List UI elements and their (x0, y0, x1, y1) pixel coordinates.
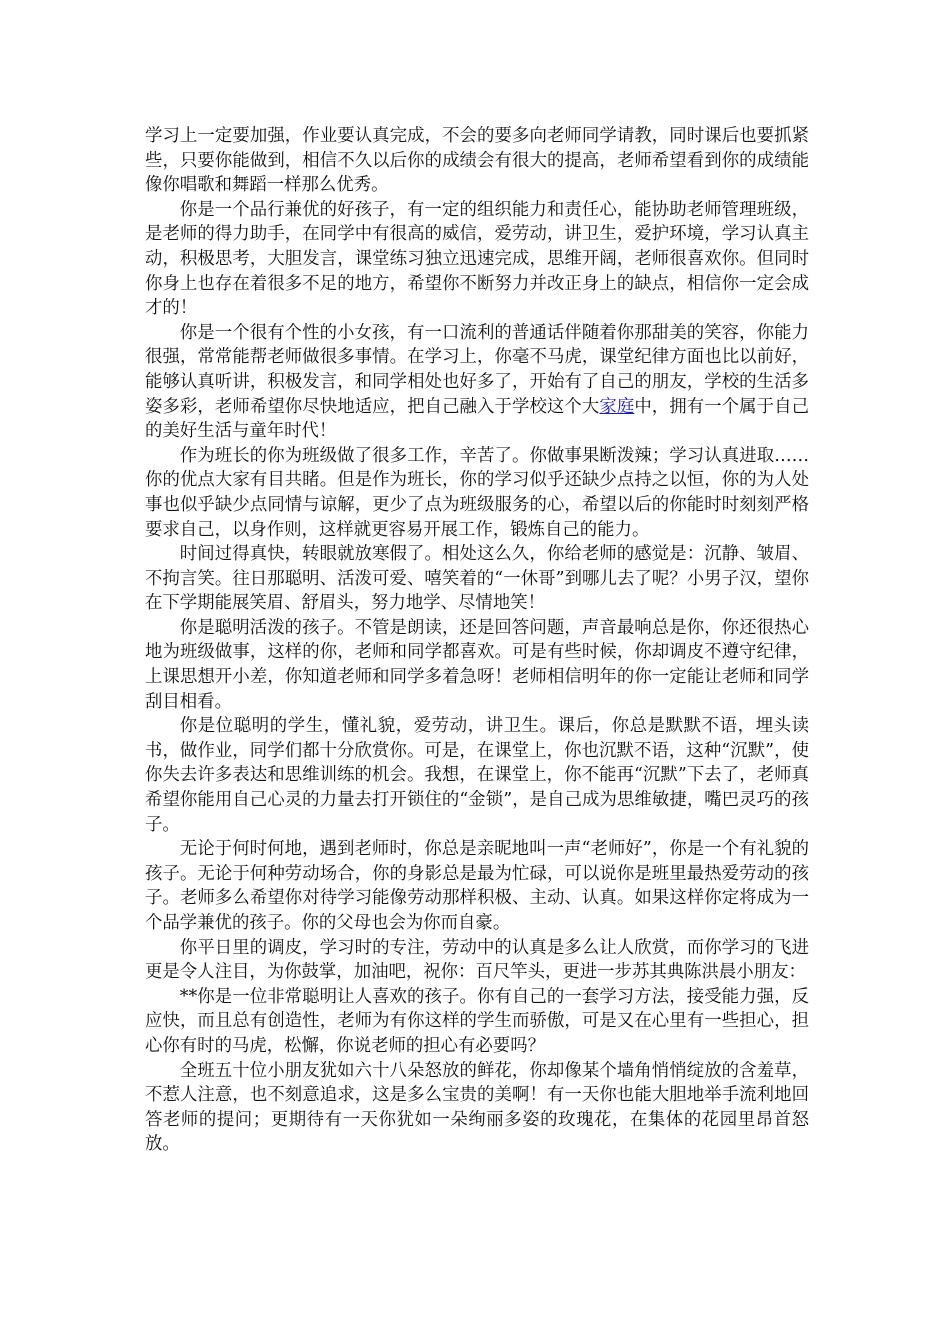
paragraph-2: 你是一个品行兼优的好孩子，有一定的组织能力和责任心，能协助老师管理班级，是老师的得力助手，在同学中有很高的威信，爱劳动，讲卫生，爱护环境，学习认真主动，积极思考，大胆发言，课堂练习独立迅速完成，思维开阔，老师很喜欢你。但同时你身上也存在着很多不足的地方，希望你不断努力并改正身上的缺点，相信你一定会成才的！ (145, 199, 809, 319)
paragraph-9: 你平日里的调皮，学习时的专注，劳动中的认真是多么让人欣赏，而你学习的飞进更是令人注目，为你鼓掌，加油吧，祝你：百尺竿头，更进一步苏其典陈洪晨小朋友： (145, 937, 809, 983)
paragraph-1: 学习上一定要加强，作业要认真完成，不会的要多向老师同学请教，同时课后也要抓紧些，只要你能做到，相信不久以后你的成绩会有很大的提高，老师希望看到你的成绩能像你唱歌和舞蹈一样那么优秀。 (145, 126, 809, 196)
family-link[interactable]: 家庭 (599, 396, 635, 417)
paragraph-3-text-before: 你是一个很有个性的小女孩，有一口流利的普通话伴随着你那甜美的笑容，你能力很强，常常能帮老师做很多事情。在学习上，你毫不马虎，课堂纪律方面也比以前好，能够认真听讲，积极发言，和同学相处也好多了，开始有了自己的朋友，学校的生活多姿多彩，老师希望你尽快地适应，把自己融入于学校这个大 (145, 322, 809, 417)
paragraph-11: 全班五十位小朋友犹如六十八朵怒放的鲜花，你却像某个墙角悄悄绽放的含羞草，不惹人注意，也不刻意追求，这是多么宝贵的美啊！有一天你也能大胆地举手流利地回答老师的提问；更期待有一天你犹如一朵绚丽多姿的玫瑰花，在集体的花园里昂首怒放。 (145, 1060, 809, 1155)
document-body (145, 124, 809, 1157)
paragraph-5: 时间过得真快，转眼就放寒假了。相处这么久，你给老师的感觉是：沉静、皱眉、不拘言笑。往日那聪明、活泼可爱、嘻笑着的“一休哥”到哪儿去了呢？小男子汉，望你在下学期能展笑眉、舒眉头，努力地学、尽情地笑！ (145, 544, 809, 614)
paragraph-7: 你是位聪明的学生，懂礼貌，爱劳动，讲卫生。课后，你总是默默不语，埋头读书，做作业，同学们都十分欣赏你。可是，在课堂上，你也沉默不语，这种“沉默”，使你失去许多表达和思维训练的机会。我想，在课堂上，你不能再“沉默”下去了，老师真希望你能用自己心灵的力量去打开锁住的“金锁”，是自己成为思维敏捷，嘴巴灵巧的孩子。 (145, 716, 809, 835)
paragraph-4: 作为班长的你为班级做了很多工作，辛苦了。你做事果断泼辣；学习认真进取……你的优点大家有目共睹。但是作为班长，你的学习似乎还缺少点持之以恒，你的为人处事也似乎缺少点同情与谅解，更少了点为班级服务的心，希望以后的你能时时刻刻严格要求自己，以身作则，这样就更容易开展工作，锻炼自己的能力。 (145, 445, 809, 540)
paragraph-10: **你是一位非常聪明让人喜欢的孩子。你有自己的一套学习方法，接受能力强，反应快，而且总有创造性，老师为有你这样的学生而骄傲，可是又在心里有一些担心，担心你有时的马虎，松懈，你说老师的担心有必要吗？ (145, 986, 809, 1056)
paragraph-6: 你是聪明活泼的孩子。不管是朗读，还是回答问题，声音最响总是你，你还很热心地为班级做事，这样的你，老师和同学都喜欢。可是有些时候，你却调皮不遵守纪律，上课思想开小差，你知道老师和同学多着急呀！老师相信明年的你一定能让老师和同学刮目相看。 (145, 617, 809, 712)
paragraph-3 (145, 321, 809, 444)
paragraph-3-text-after: 中，拥有一个属于自己的美好生活与童年时代！ (145, 396, 809, 442)
paragraph-8: 无论于何时何地，遇到老师时，你总是亲昵地叫一声“老师好”，你是一个有礼貌的孩子。无论于何种劳动场合，你的身影总是最为忙碌，可以说你是班里最热爱劳动的孩子。老师多么希望你对待学习能像劳动那样积极、主动、认真。如果这样你定将成为一个品学兼优的孩子。你的父母也会为你而自豪。 (145, 839, 809, 933)
